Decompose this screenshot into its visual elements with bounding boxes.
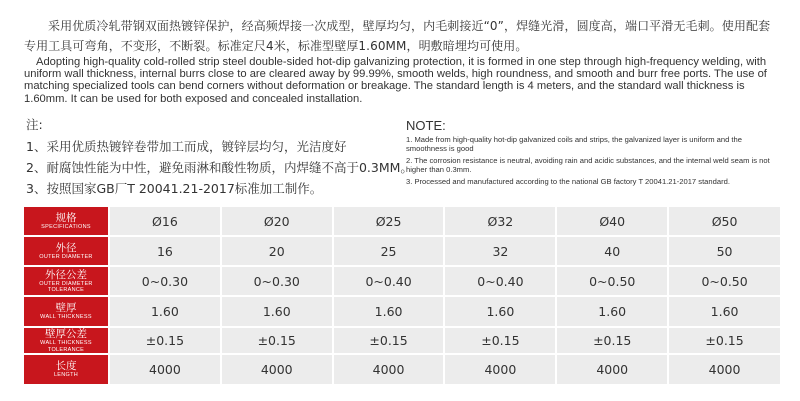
- table-cell: Ø40: [556, 207, 668, 236]
- table-cell: 0~0.40: [444, 266, 556, 296]
- note-english-item: 2. The corrosion resistance is neutral, avoiding rain and acidic substances, and the internal weld seam is not higher than 0.3mm.: [406, 155, 770, 175]
- row-label: 规格 SPECIFICATIONS: [24, 207, 109, 236]
- table-cell: Ø16: [109, 207, 221, 236]
- intro-chinese: 采用优质冷轧带钢双面热镀锌保护，经高频焊接一次成型，壁厚均匀，内毛刺接近“0”，焊缝光滑，圆度高，端口平滑无毛刺。使用配套专用工具可弯角，不变形，不断裂。标准定尺4米，标准型壁厚1.60MM，明敷暗埋均可使用。: [24, 19, 771, 53]
- table-cell: 1.60: [109, 296, 221, 327]
- row-label: 外径 OUTER DIAMETER: [24, 236, 109, 266]
- table-cell: 40: [556, 236, 668, 266]
- table-cell: 25: [333, 236, 445, 266]
- table-cell: ±0.15: [668, 327, 780, 354]
- table-cell: 0~0.50: [556, 266, 668, 296]
- table-cell: 4000: [333, 354, 445, 385]
- row-label: 外径公差 OUTER DIAMETER TOLERANCE: [24, 266, 109, 296]
- table-cell: ±0.15: [556, 327, 668, 354]
- table-cell: 20: [221, 236, 333, 266]
- table-row: [24, 354, 780, 385]
- table-cell: 4000: [444, 354, 556, 385]
- note-chinese-item: 3、按照国家GB厂T 20041.21-2017标准加工制作。: [26, 181, 323, 196]
- table-cell: 32: [444, 236, 556, 266]
- table-cell: ±0.15: [444, 327, 556, 354]
- note-english-item: 1. Made from high-quality hot-dip galvanized coils and strips, the galvanized layer is uniform and the smoothness is good: [406, 135, 742, 154]
- table-cell: 50: [668, 236, 780, 266]
- note-english-item: 3. Processed and manufactured according to the national GB factory T 20041.21-2017 standard.: [406, 176, 730, 186]
- table-cell: 0~0.30: [221, 266, 333, 296]
- row-label: 壁厚公差 WALL THICKNESS TOLERANCE: [24, 327, 109, 354]
- note-chinese-item: 2、耐腐蚀性能为中性，避免雨淋和酸性物质，内焊缝不高于0.3MM。: [26, 160, 413, 175]
- table-cell: Ø50: [668, 207, 780, 236]
- row-label: 长度 LENGTH: [24, 354, 109, 385]
- table-cell: Ø25: [333, 207, 445, 236]
- table-cell: 4000: [668, 354, 780, 385]
- table-cell: Ø32: [444, 207, 556, 236]
- table-cell: ±0.15: [221, 327, 333, 354]
- intro-english: Adopting high-quality cold-rolled strip steel double-sided hot-dip galvanizing protection, it is formed in one step through high-frequency welding, with uniform wall thickness, internal burrs close to are cleared away by 99.99%, smooth welds, high roundness, and smooth and burr free ports. The use of matching specialized tools can bend corners without deformation or breakage. The standard length is 4 meters, and the standard wall thickness is 1.60mm. It can be used for both exposed and concealed installation.: [24, 56, 767, 105]
- note-chinese: [26, 114, 413, 199]
- note-chinese-title: 注:: [26, 117, 43, 132]
- table-cell: 1.60: [221, 296, 333, 327]
- spec-table: [24, 207, 780, 386]
- table-row: [24, 266, 780, 296]
- table-cell: 0~0.50: [668, 266, 780, 296]
- table-cell: 16: [109, 236, 221, 266]
- row-label: 壁厚 WALL THICKNESS: [24, 296, 109, 327]
- table-cell: 0~0.30: [109, 266, 221, 296]
- table-cell: 0~0.40: [333, 266, 445, 296]
- table-cell: ±0.15: [333, 327, 445, 354]
- table-cell: 1.60: [556, 296, 668, 327]
- table-cell: 4000: [556, 354, 668, 385]
- table-row: [24, 236, 780, 266]
- table-cell: 4000: [109, 354, 221, 385]
- table-row: [24, 296, 780, 327]
- table-row: [24, 327, 780, 354]
- table-cell: 4000: [221, 354, 333, 385]
- table-cell: Ø20: [221, 207, 333, 236]
- note-english-title: NOTE:: [406, 118, 446, 133]
- table-cell: 1.60: [668, 296, 780, 327]
- note-chinese-item: 1、采用优质热镀锌卷带加工而成，镀锌层均匀，光洁度好: [26, 139, 347, 154]
- table-cell: ±0.15: [109, 327, 221, 354]
- table-cell: 1.60: [444, 296, 556, 327]
- table-cell: 1.60: [333, 296, 445, 327]
- table-row: [24, 207, 780, 236]
- note-english: [406, 116, 782, 188]
